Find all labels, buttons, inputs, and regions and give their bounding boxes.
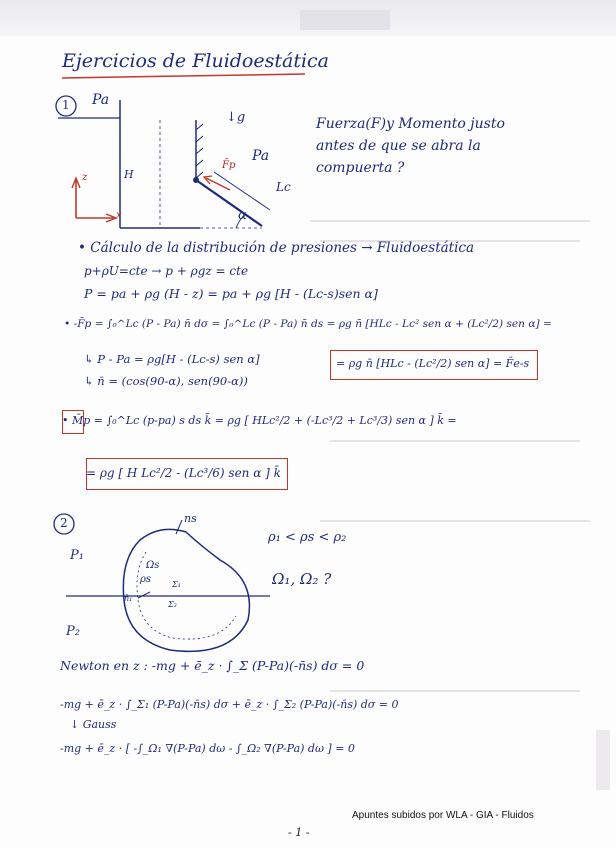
footer-credit: Apuntes subidos por WLA - GIA - Fluidos: [352, 810, 534, 821]
label-alpha: α: [238, 208, 247, 223]
label-rho-s: ρs: [140, 574, 152, 585]
eq-pressure-diff: ↳ P - Pa = ρg[H - (Lc-s) sen α]: [84, 352, 260, 366]
eq-pressure: P = pa + ρg (H - z) = pa + ρg [H - (Lc-s)sen α]: [84, 286, 378, 301]
label-x-axis: x: [116, 210, 122, 221]
eq-split-surfaces: -mg + ē_z · ∫_Σ₁ (P-Pa)(-n̄s) dσ + ē_z · ∫_Σ₂ (P-Pa)(-n̄s) dσ = 0: [60, 698, 399, 711]
eq-gauss: -mg + ē_z · [ -∫_Ω₁ ∇(P-Pa) dω - ∫_Ω₂ ∇(P-Pa) dω ] = 0: [60, 742, 355, 755]
gate: [196, 180, 262, 226]
n1-arrow: [138, 592, 150, 598]
label-sigma1: Σ₁: [172, 580, 181, 589]
wall-hatching: [196, 124, 203, 178]
label-rho2: P₂: [66, 624, 80, 639]
gate-hinge: [193, 177, 199, 183]
ex2-number: 2: [60, 516, 68, 530]
title-underline: [62, 74, 305, 78]
label-gravity: ↓g: [226, 110, 246, 125]
calc-heading: • Cálculo de la distribución de presiones → Fluidoestática: [78, 240, 475, 256]
eq-moment-result: = ρg [ H Lc²/2 - (Lc³/6) sen α ] k̄: [86, 466, 281, 480]
floating-body: [123, 529, 249, 651]
ex1-question-line: Fuerza(F)y Momento justo: [316, 116, 505, 132]
label-ns: ns: [184, 512, 197, 525]
normal-arrow: [176, 520, 182, 534]
ex1-number: 1: [62, 98, 70, 112]
gauss-note: ↓ Gauss: [70, 718, 117, 731]
page-number: - 1 -: [288, 826, 310, 839]
eq-bernoulli: p+ρU=cte → p + ρgz = cte: [84, 264, 249, 278]
eq-moment: • M̄p = ∫₀^Lc (p-pa) s ds k̄ = ρg [ HLc²/2 + (-Lc³/2 + Lc³/3) sen α ] k̄ =: [62, 414, 457, 427]
label-fp: F̄p: [222, 160, 236, 171]
eq-normal-vector: ↳ n̄ = (cos(90-α), sen(90-α)): [84, 374, 248, 388]
label-n1: n̄₁: [124, 594, 133, 603]
label-pa-right: Pa: [252, 148, 270, 164]
ex1-question-line: antes de que se abra la: [316, 138, 481, 154]
ex1-question-line: compuerta ?: [316, 160, 405, 176]
label-sigma2: Σ₂: [168, 600, 177, 609]
eq-force-result: = ρg n̄ [HLc - (Lc²/2) sen α] = F̄e-s: [336, 357, 530, 370]
eq-newton: Newton en z : -mg + ē_z · ∫_Σ (P-Pa)(-n̄s) dσ = 0: [60, 658, 365, 673]
ex2-question: Ω₁, Ω₂ ?: [272, 570, 332, 588]
label-lc: Lc: [276, 180, 291, 194]
label-z-axis: z: [82, 172, 88, 183]
label-omega-s: Ωs: [146, 560, 160, 571]
label-rho1: P₁: [70, 548, 84, 563]
page-title: Ejercicios de Fluidoestática: [62, 50, 330, 72]
eq-force-integral: • -F̄p = ∫₀^Lc (P - Pa) n̄ dσ = ∫₀^Lc (P - Pa) n̄ ds = ρg n̄ [HLc - Lc² sen α + (Lc²/2) sen α] =: [64, 318, 552, 330]
lc-dimension: [214, 172, 270, 210]
label-height: H: [124, 168, 134, 181]
density-inequality: ρ₁ < ρs < ρ₂: [268, 530, 347, 545]
label-pa-top: Pa: [92, 92, 110, 108]
